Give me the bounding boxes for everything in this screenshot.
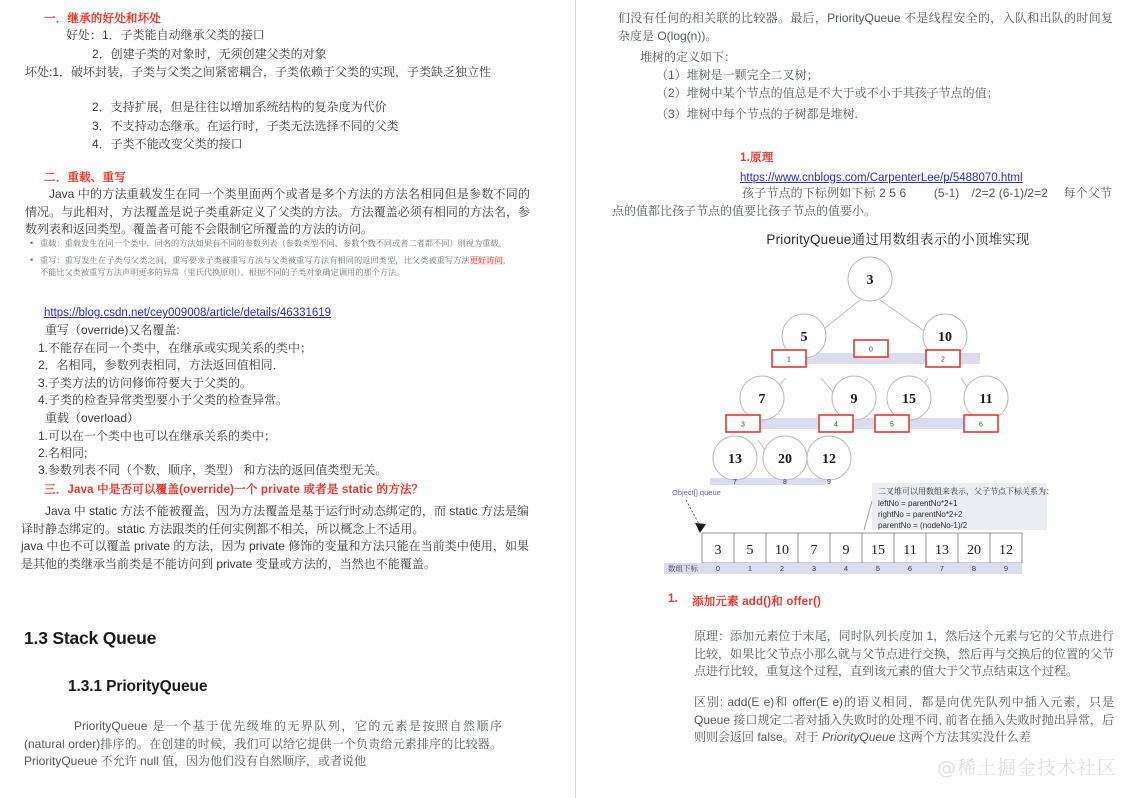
tree-node <box>713 436 757 480</box>
formula-line-2: leftNo = parentNo*2+1 <box>878 499 958 508</box>
leaf-index-8: 8 <box>783 479 787 485</box>
section-2-heading: 二．重载、重写 <box>44 172 126 184</box>
svg-text:9: 9 <box>850 392 858 407</box>
bullet-1-text: 重载：重载发生在同一个类中，同名的方法如果有不同的参数列表（参数类型不同、参数个数不同或者二者都不同）则视为重载。 <box>40 239 507 248</box>
svg-text:5: 5 <box>875 564 881 573</box>
section-1-heading: 一．继承的好处和坏处 <box>44 13 161 25</box>
node-index-box <box>854 340 888 357</box>
queue-arrow-line <box>686 500 700 526</box>
svg-text:5: 5 <box>800 330 808 345</box>
leaf-index-9: 9 <box>827 479 831 485</box>
heap-definition-title: 堆树的定义如下： <box>640 50 737 64</box>
section-3-paragraph-2: java 中也不可以覆盖 private 的方法，因为 private 修饰的变量和方法只能在当前类中使用，如果是其他的类继承当前类是不能访问到 private 变量或方法的，当然也不能覆盖。 <box>21 539 529 571</box>
bullet-2-text-a: 重写：重写发生在子类与父类之间，重写要求子类被重写方法与父类被重写方法有相同的返回类型，比父类被重写方法 <box>40 255 470 265</box>
csdn-blog-link[interactable]: https://blog.csdn.net/cey009008/article/details/46331619 <box>44 307 332 319</box>
principle-heading: 1.原理 <box>740 152 774 164</box>
add-section-heading: 添加元素 add()和 offer() <box>692 596 822 608</box>
add-paragraph-2-b: 这两个方法其实没什么差 <box>895 730 1031 744</box>
svg-text:2: 2 <box>779 564 785 573</box>
svg-text:20: 20 <box>967 543 981 558</box>
svg-text:7: 7 <box>758 392 766 407</box>
svg-text:3: 3 <box>714 543 722 558</box>
svg-text:1: 1 <box>747 564 753 573</box>
svg-text:4: 4 <box>843 564 849 573</box>
tree-node <box>807 436 851 480</box>
right-top-paragraph: 们没有任何的相关联的比较器。最后，PriorityQueue 不是线程安全的，入队和出队的时间复杂度是 O(log(n))。 <box>618 11 1113 43</box>
add-paragraph-2-a: 区别: add(E e)和 offer(E e)的语义相同，都是向优先队列中插入元素，只是 Queue 接口规定二者对插入失败时的处理不同, 前者在插入失败时抛出异常，后则则会返回 false。对于 <box>694 695 1114 744</box>
node-index-box <box>772 350 806 367</box>
svg-text:15: 15 <box>871 543 885 558</box>
svg-text:11: 11 <box>979 392 993 407</box>
svg-text:4: 4 <box>834 421 838 429</box>
overload-item-2: 2.名相同; <box>38 446 88 460</box>
node-index-box <box>926 350 960 367</box>
svg-text:10: 10 <box>938 330 952 345</box>
overload-subtitle: 重载（overload） <box>45 411 140 425</box>
svg-text:3: 3 <box>811 564 817 573</box>
overload-item-3: 3.参数列表不同（个数，顺序，类型） 和方法的返回值类型无关。 <box>38 463 388 477</box>
formula-pointer-line <box>864 501 872 530</box>
principle-paragraph: 孩子节点的下标例如下标 2 5 6 (5-1) /2=2 (6-1)/2=2 每个父节点的值都比孩子节点的值要比孩子节点的值要小。 <box>612 186 1112 218</box>
formula-line-1: 二叉堆可以用数组来表示，父子节点下标关系为： <box>878 487 1054 496</box>
node-index-box <box>964 415 998 432</box>
svg-text:5: 5 <box>746 543 754 558</box>
svg-text:13: 13 <box>935 543 949 558</box>
svg-text:6: 6 <box>907 564 913 573</box>
right-page-column <box>576 0 1143 798</box>
svg-text:0: 0 <box>869 346 873 354</box>
priority-queue-emphasis: PriorityQueue <box>822 730 896 744</box>
tree-node <box>964 376 1008 420</box>
svg-text:0: 0 <box>715 564 721 573</box>
node-index-box <box>819 415 853 432</box>
heap-definition-1: （1）堆树是一颗完全二叉树； <box>656 68 819 82</box>
heap-array-diagram <box>664 483 1132 578</box>
section-1-line-4: 2．支持扩展，但是往往以增加系统结构的复杂度为代价 <box>92 100 387 114</box>
svg-text:1: 1 <box>787 356 791 364</box>
heap-figure <box>664 228 1132 578</box>
svg-text:7: 7 <box>810 543 818 558</box>
heap-definition-3: （3）堆树中每个节点的子树都是堆树. <box>656 107 859 121</box>
add-paragraph-1: 原理：添加元素位于末尾，同时队列长度加 1，然后这个元素与它的父节点进行比较，如果比父节点小那么就与父节点进行交换，然后再与交换后的位置的父节点进行比较，重复这个过程，直到该元素的值大于父节点结束这个过程。 <box>694 629 1115 678</box>
section-1-line-5: 3．不支持动态继承。在运行时，子类无法选择不同的父类 <box>92 119 399 133</box>
section-1-line-1: 好处：1．子类能自动继承父类的接口 <box>66 28 265 42</box>
svg-text:2: 2 <box>941 356 945 364</box>
object-queue-label: Object[] queue <box>672 488 721 497</box>
section-3-heading: 三．Java 中是否可以覆盖(override)一个 private 或者是 static 的方法？ <box>44 484 424 496</box>
svg-text:7: 7 <box>939 564 945 573</box>
svg-text:12: 12 <box>999 543 1013 558</box>
svg-text:3: 3 <box>741 421 745 429</box>
svg-text:8: 8 <box>971 564 977 573</box>
node-index-box <box>726 415 760 432</box>
watermark: @稀土掘金技术社区 <box>936 757 1117 779</box>
heading-priority-queue: 1.3.1 PriorityQueue <box>68 678 208 695</box>
svg-text:5: 5 <box>890 421 894 429</box>
override-item-2: 2．名相同，参数列表相同，方法返回值相同． <box>38 358 285 372</box>
svg-text:15: 15 <box>902 392 916 407</box>
array-cells <box>702 533 1022 563</box>
cnblogs-link[interactable]: https://www.cnblogs.com/CarpenterLee/p/5488070.html <box>740 172 1023 184</box>
svg-text:9: 9 <box>842 543 850 558</box>
heap-tree-diagram <box>664 250 1064 485</box>
override-item-4: 4.子类的检查异常类型要小于父类的检查异常。 <box>38 393 289 407</box>
figure-title: PriorityQueue通过用数组表示的小顶堆实现 <box>766 232 1030 247</box>
svg-text:13: 13 <box>728 452 742 467</box>
svg-text:12: 12 <box>822 452 836 467</box>
leaf-index-7: 7 <box>733 479 737 485</box>
section-1-line-2: 2．创建子类的对象时，无须创建父类的对象 <box>92 47 327 61</box>
svg-text:9: 9 <box>1003 564 1009 573</box>
add-paragraph-2 <box>694 694 1114 747</box>
heap-definition-2: （2）堆树中某个节点的值总是不大于或不小于其孩子节点的值； <box>656 86 999 100</box>
section-1-line-3: 坏处:1．破坏封装，子类与父类之间紧密耦合，子类依赖于父类的实现，子类缺乏独立性 <box>25 65 492 79</box>
node-index-box <box>875 415 909 432</box>
svg-text:11: 11 <box>903 543 917 558</box>
bullet-2-highlight: 更好访问 <box>469 255 503 265</box>
overload-item-1: 1.可以在一个类中也可以在继承关系的类中； <box>38 429 277 443</box>
priority-queue-intro-paragraph: PriorityQueue 是一个基于优先级堆的无界队列，它的元素是按照自然顺序(natural order)排序的。在创建的时候，我们可以给它提供一个负责给元素排序的比较器。PriorityQueue 不允许 null 值，因为他们没有自然顺序，或者说他 <box>24 719 502 768</box>
section-2-paragraph: Java 中的方法重载发生在同一个类里面两个或者是多个方法的方法名相同但是参数不同的情况。与此相对，方法覆盖是说子类重新定义了父类的方法。方法覆盖必须有相同的方法名，参数列表和返回类型。覆盖者可能不会限制它所覆盖的方法的访问。 <box>25 187 530 236</box>
section-3-paragraph-1: Java 中 static 方法不能被覆盖，因为方法覆盖是基于运行时动态绑定的，而 static 方法是编译时静态绑定的。static 方法跟类的任何实例都不相关，所以概念上不适用。 <box>21 504 529 536</box>
override-subtitle: 重写（override)又名覆盖: <box>45 323 180 337</box>
svg-text:20: 20 <box>778 452 792 467</box>
array-index-label: 数组下标 <box>668 564 698 573</box>
override-item-1: 1.不能存在同一个类中，在继承或实现关系的类中； <box>38 341 313 355</box>
queue-arrow-head <box>695 523 706 533</box>
tree-node <box>832 376 876 420</box>
bullet-2-text-b: ，不能比父类被重写方法声明更多的异常（里氏代换原则）。根据不同的子类对象确定调用的那个方法。 <box>40 255 511 277</box>
list-item <box>40 255 511 280</box>
svg-text:3: 3 <box>866 273 874 288</box>
svg-text:6: 6 <box>979 421 983 429</box>
add-section-number: 1. <box>668 593 678 605</box>
tree-node <box>740 376 784 420</box>
formula-line-4: parentNo = (nodeNo-1)/2 <box>878 521 968 530</box>
section-1-line-6: 4．子类不能改变父类的接口 <box>92 137 243 151</box>
tree-node <box>763 436 807 480</box>
svg-text:10: 10 <box>775 543 789 558</box>
formula-line-3: rightNo = parentNo*2+2 <box>878 510 963 519</box>
heading-stack-queue: 1.3 Stack Queue <box>24 628 157 648</box>
overload-override-bullet-list <box>26 238 511 280</box>
list-item <box>40 238 511 251</box>
tree-node <box>848 257 892 301</box>
override-item-3: 3.子类方法的访问修饰符要大于父类的。 <box>38 376 253 390</box>
tree-node <box>887 376 931 420</box>
